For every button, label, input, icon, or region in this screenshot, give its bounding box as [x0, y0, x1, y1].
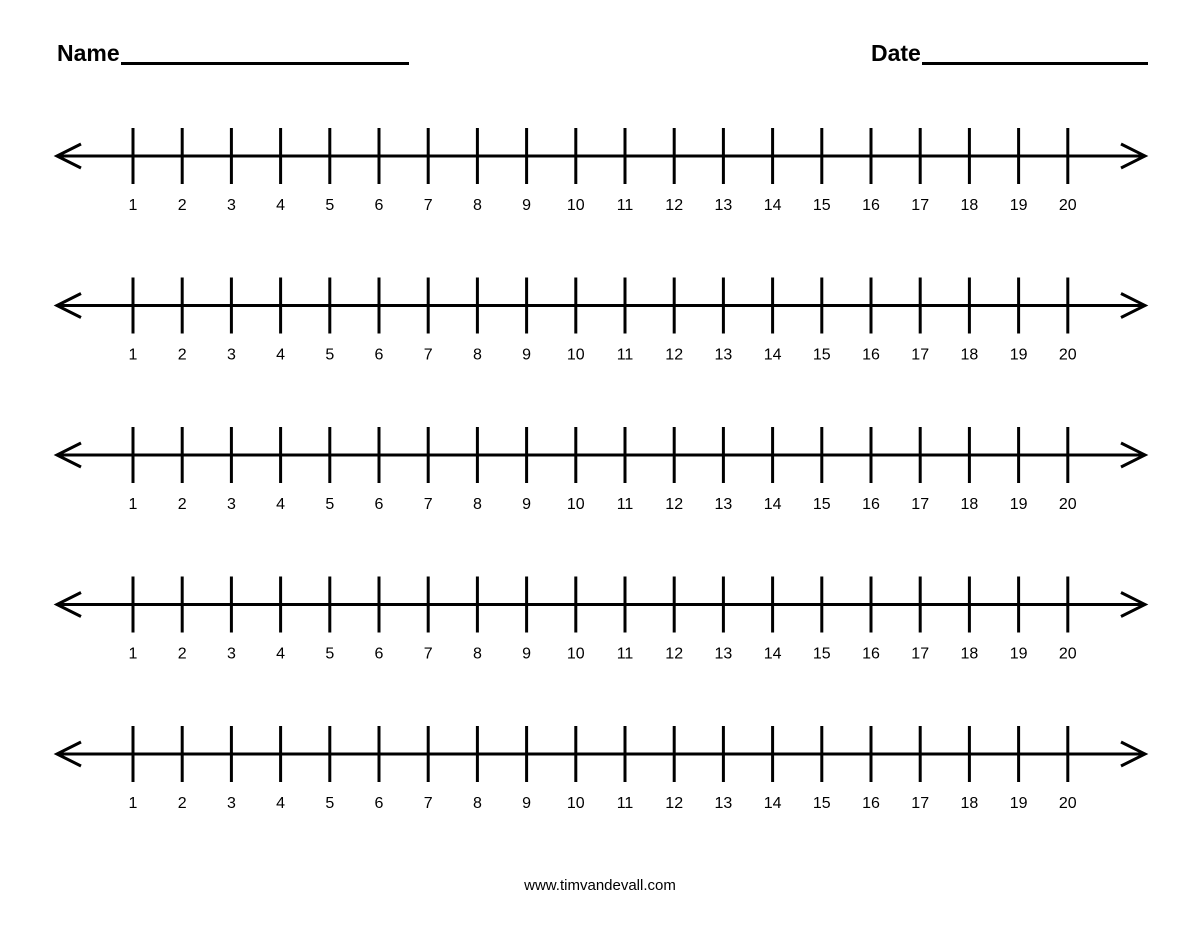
tick-label: 6 [374, 795, 384, 812]
tick-label: 16 [862, 346, 880, 364]
tick-label: 3 [226, 496, 236, 513]
tick-label: 17 [911, 795, 930, 812]
tick-label: 19 [1009, 197, 1028, 214]
tick-label: 2 [177, 645, 187, 663]
tick-label: 20 [1058, 795, 1077, 812]
tick-label: 9 [522, 197, 532, 214]
name-label: Name [57, 40, 120, 66]
tick-label: 15 [812, 795, 831, 812]
tick-label: 8 [472, 496, 482, 513]
tick-label: 13 [714, 346, 733, 364]
tick-label: 10 [566, 645, 585, 663]
tick-label: 3 [226, 645, 236, 663]
tick-label: 15 [812, 197, 831, 214]
tick-label: 6 [374, 645, 384, 663]
tick-label: 13 [714, 197, 733, 214]
tick-label: 16 [862, 795, 880, 812]
tick-label: 6 [374, 197, 384, 214]
tick-label: 14 [763, 496, 782, 513]
tick-label: 18 [960, 197, 979, 214]
tick-label: 12 [665, 346, 684, 364]
tick-label: 12 [665, 795, 684, 812]
tick-label: 9 [522, 496, 532, 513]
tick-label: 11 [616, 197, 634, 214]
tick-label: 1 [128, 496, 138, 513]
tick-label: 19 [1009, 496, 1028, 513]
tick-label: 5 [325, 496, 335, 513]
tick-label: 5 [325, 197, 335, 214]
tick-label: 7 [423, 795, 433, 812]
tick-label: 15 [812, 645, 831, 663]
tick-label: 2 [177, 496, 187, 513]
tick-label: 20 [1058, 496, 1077, 513]
tick-label: 1 [128, 645, 138, 663]
date-label: Date [871, 40, 921, 66]
tick-label: 4 [276, 197, 286, 214]
tick-label: 7 [423, 346, 433, 364]
tick-label: 13 [714, 795, 733, 812]
tick-label: 11 [616, 496, 634, 513]
tick-label: 2 [177, 197, 187, 214]
tick-label: 20 [1058, 346, 1077, 364]
tick-label: 16 [862, 197, 880, 214]
tick-label: 9 [522, 645, 532, 663]
tick-label: 4 [276, 346, 286, 364]
tick-label: 6 [374, 346, 384, 364]
tick-label: 8 [472, 346, 482, 364]
tick-label: 12 [665, 197, 684, 214]
tick-label: 9 [522, 795, 532, 812]
tick-label: 14 [763, 197, 782, 214]
tick-label: 17 [911, 645, 930, 663]
tick-label: 14 [763, 346, 782, 364]
tick-label: 15 [812, 496, 831, 513]
tick-label: 8 [472, 645, 482, 663]
tick-label: 18 [960, 346, 979, 364]
tick-label: 20 [1058, 197, 1077, 214]
tick-label: 17 [911, 496, 930, 513]
tick-label: 1 [128, 795, 138, 812]
tick-label: 7 [423, 645, 433, 663]
tick-label: 14 [763, 795, 782, 812]
tick-label: 19 [1009, 645, 1028, 663]
tick-label: 16 [862, 496, 880, 513]
tick-label: 6 [374, 496, 384, 513]
number-line-4 [57, 577, 1145, 663]
tick-label: 15 [812, 346, 831, 364]
tick-label: 19 [1009, 795, 1028, 812]
tick-label: 4 [276, 795, 286, 812]
tick-label: 11 [616, 346, 634, 364]
tick-label: 3 [226, 795, 236, 812]
tick-label: 10 [566, 346, 585, 364]
tick-label: 1 [128, 197, 138, 214]
tick-label: 11 [616, 645, 634, 663]
tick-label: 17 [911, 346, 930, 364]
tick-label: 3 [226, 346, 236, 364]
tick-label: 8 [472, 197, 482, 214]
tick-label: 10 [566, 795, 585, 812]
tick-label: 16 [862, 645, 880, 663]
tick-label: 11 [616, 795, 634, 812]
tick-label: 18 [960, 645, 979, 663]
tick-label: 20 [1058, 645, 1077, 663]
tick-label: 13 [714, 496, 733, 513]
tick-label: 18 [960, 496, 979, 513]
tick-label: 5 [325, 346, 335, 364]
tick-label: 14 [763, 645, 782, 663]
tick-label: 9 [522, 346, 532, 364]
tick-label: 2 [177, 346, 187, 364]
tick-label: 18 [960, 795, 979, 812]
number-line-2 [57, 278, 1145, 364]
tick-label: 5 [325, 795, 335, 812]
tick-label: 1 [128, 346, 138, 364]
tick-label: 17 [911, 197, 930, 214]
number-line-3 [57, 427, 1145, 513]
tick-label: 10 [566, 197, 585, 214]
tick-label: 10 [566, 496, 585, 513]
tick-label: 2 [177, 795, 187, 812]
tick-label: 7 [423, 197, 433, 214]
footer-url: www.timvandevall.com [524, 877, 676, 894]
tick-label: 8 [472, 795, 482, 812]
tick-label: 4 [276, 496, 286, 513]
tick-label: 3 [226, 197, 236, 214]
tick-label: 4 [276, 645, 286, 663]
number-line-1 [57, 128, 1145, 214]
number-line-5 [57, 726, 1145, 812]
tick-label: 12 [665, 645, 684, 663]
tick-label: 7 [423, 496, 433, 513]
tick-label: 13 [714, 645, 733, 663]
tick-label: 12 [665, 496, 684, 513]
tick-label: 19 [1009, 346, 1028, 364]
tick-label: 5 [325, 645, 335, 663]
